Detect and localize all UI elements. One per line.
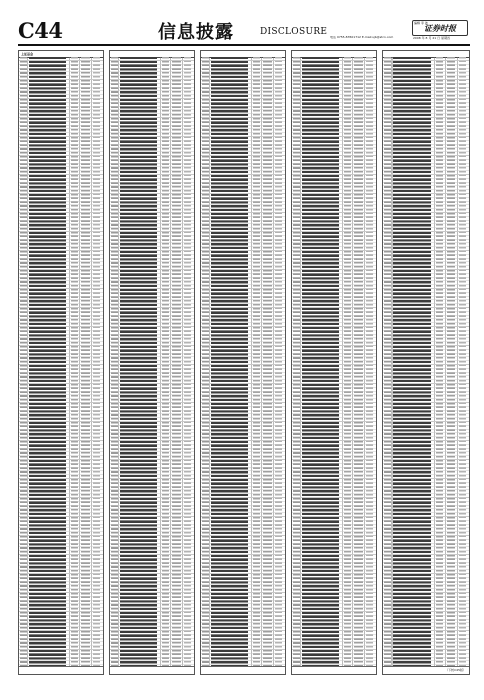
code-column [202,57,208,666]
column-footer [110,666,194,674]
column-footer [201,666,285,674]
value-column [172,57,180,666]
value-column [447,57,456,666]
section-subtitle: DISCLOSURE [260,27,328,37]
editor-credit: 编辑 李 波 [414,21,428,25]
value-column [81,57,89,666]
name-column [393,57,431,666]
code-column [384,57,390,666]
masthead-rule [18,44,470,46]
code-column [293,57,299,666]
issue-date: 2008 年 8 月 21 日 星期四 [413,36,451,40]
listing-column [382,50,470,675]
masthead [18,16,470,42]
name-column [120,57,157,666]
listing-columns [18,50,470,675]
value-column [344,57,351,666]
listing-table [19,57,103,666]
contact-line: 电话 0755-83501712 E-mail:sjb@stcn.com [330,36,394,39]
value-column [263,57,271,666]
listing-column [291,50,377,675]
newspaper-logo: 证券时报 [412,20,468,36]
column-footer: （下转C45版） [383,666,469,674]
value-column [162,57,169,666]
listing-table [292,57,376,666]
listing-column [200,50,286,675]
name-column [29,57,66,666]
code-column [111,57,117,666]
listing-table [383,57,469,666]
value-column [459,57,467,666]
name-column [302,57,339,666]
listing-table [110,57,194,666]
name-column [211,57,248,666]
section-title: 信息披露 [158,22,234,43]
value-column [71,57,78,666]
value-column [253,57,260,666]
code-column [20,57,26,666]
listing-column [18,50,104,675]
value-column [93,57,101,666]
value-column [184,57,192,666]
value-column [366,57,374,666]
value-column [275,57,283,666]
column-heading: 上证基金 [19,51,103,58]
column-footer [292,666,376,674]
listing-column [109,50,195,675]
column-footer [19,666,103,674]
listing-table [201,57,285,666]
value-column [436,57,443,666]
page-number: C44 [18,18,63,43]
value-column [354,57,362,666]
